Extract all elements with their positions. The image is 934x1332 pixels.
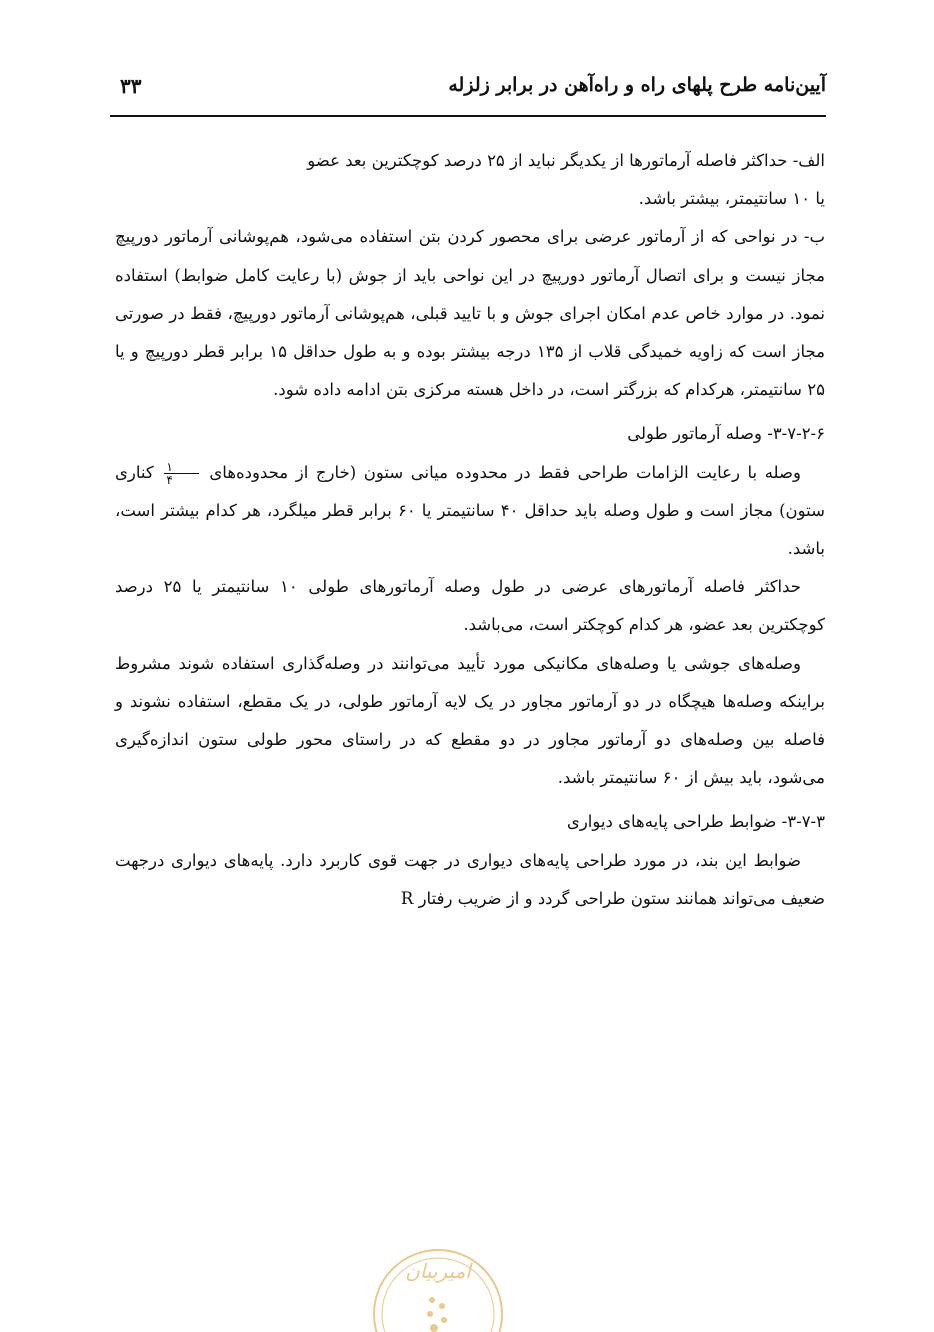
heading-longitudinal-splice: ۳-۷-۲-۶- وصله آرماتور طولی [627, 424, 825, 444]
page-header [110, 62, 826, 114]
para-welded-splices: وصله‌های جوشی یا وصله‌های مکانیکی مورد تأیید می‌توانند در وصله‌گذاری استفاده شوند مشروط براینکه وصله‌ها هیچگاه در دو آرماتور مجاور در یک لایه آرماتور طولی، در یک مقطع، استفاده نشوند و فاصله بین وصله‌های دو آرماتور مجاور در دو مقطع که در راستای محور طولی ستون اندازه‌گیری می‌شود، باید بیش از ۶۰ سانتیمتر باشد. [115, 653, 825, 788]
fraction-numerator: ۱ [164, 461, 198, 474]
para-splice [115, 454, 825, 569]
page-number: ۳۳ [120, 74, 142, 98]
publisher-stamp-logo [368, 1236, 508, 1332]
fraction [164, 461, 198, 486]
para-splice-start: وصله با رعایت الزامات طراحی فقط در محدوده میانی ستون (خارج از محدوده‌های [209, 462, 801, 482]
header-rule [110, 115, 826, 117]
para-wall-piers: ضوابط این بند، در مورد طراحی پایه‌های دیواری در جهت قوی کاربرد دارد. پایه‌های دیواری درجهت ضعیف می‌تواند همانند ستون طراحی گردد و از ضریب رفتار R [115, 850, 825, 908]
stamp-text: امیربیان [405, 1259, 471, 1283]
running-title: آیین‌نامه طرح پلهای راه و راه‌آهن در برابر زلزله [448, 74, 826, 96]
para-be: ب- در نواحی که از آرماتور عرضی برای محصور کردن بتن استفاده می‌شود، هم‌پوشانی آرماتور دورپیچ مجاز نیست و برای اتصال آرماتور دورپیچ در این نواحی باید از جوش (با رعایت کامل ضوابط) استفاده نمود. در موارد خاص عدم امکان اجرای جوش و با تایید قبلی، هم‌پوشانی آرماتور دورپیچ، فقط در صورتی مجاز است که زاویه خمیدگی قلاب از ۱۳۵ درجه بیشتر بوده و به طول حداقل ۱۵ برابر قطر دورپیچ و یا ۲۵ سانتیمتر، هرکدام که بزرگتر است، در داخل هسته مرکزی بتن ادامه داده شود. [115, 227, 825, 400]
heading-wall-piers: ۳-۷-۳- ضوابط طراحی پایه‌های دیواری [566, 812, 825, 832]
para-alef-line-2: یا ۱۰ سانتیمتر، بیشتر باشد. [638, 189, 825, 209]
para-transverse-spacing: حداکثر فاصله آرماتورهای عرضی در طول وصله آرماتورهای طولی ۱۰ سانتیمتر یا ۲۵ درصد کوچکترین بعد عضو، هر کدام کوچکتر است، می‌باشد. [115, 577, 825, 635]
para-splice-end: کناری ستون) مجاز است و طول وصله باید حداقل ۴۰ سانتیمتر یا ۶۰ برابر قطر میلگرد، هر کدام بیشتر است، باشد. [115, 462, 825, 559]
body-text [115, 142, 825, 918]
para-alef-line-1: الف- حداکثر فاصله آرماتورها از یکدیگر نباید از ۲۵ درصد کوچکترین بعد عضو [307, 151, 825, 170]
fraction-denominator: ۴ [166, 472, 173, 487]
